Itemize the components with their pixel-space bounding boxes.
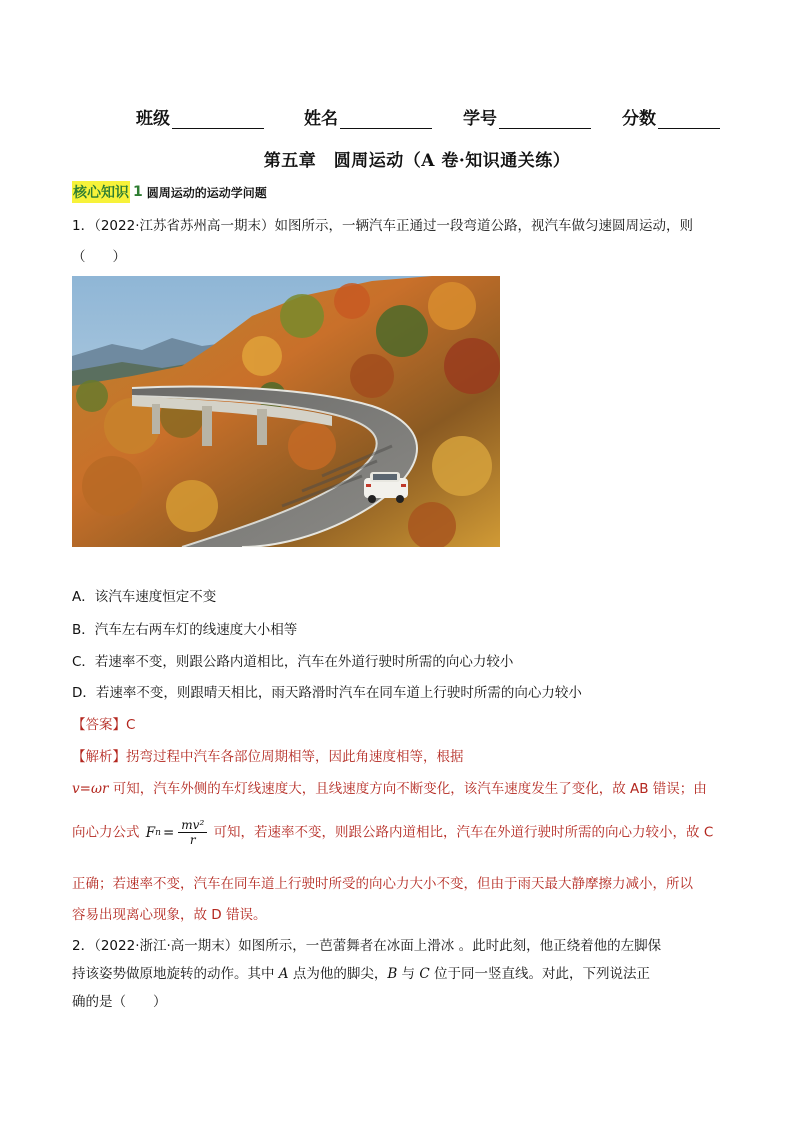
analysis-text-2: 可知，汽车外侧的车灯线速度大，且线速度方向不断变化，该汽车速度发生了变化，故 AB 错误；由 (108, 781, 707, 797)
class-blank[interactable] (172, 109, 264, 129)
knowledge-tag-label: 核心知识 (72, 181, 130, 203)
knowledge-tag-title: 圆周运动的运动学问题 (146, 185, 267, 200)
q2-point-b: B (387, 966, 398, 982)
knowledge-tag-number: 1 (133, 184, 143, 200)
q1-option-a: A．该汽车速度恒定不变 (72, 589, 217, 605)
q1-stem-line2: （ ） (72, 249, 126, 265)
name-field[interactable] (304, 104, 432, 129)
id-field[interactable] (463, 104, 591, 129)
q2-point-a: A (278, 966, 289, 982)
analysis-text-3-post: 可知，若速率不变，则跟公路内道相比，汽车在外道行驶时所需的向心力较小，故 C (213, 824, 714, 841)
q2-stem-line1: 2．（2022·浙江·高一期末）如图所示，一芭蕾舞者在冰面上滑冰 。此时此刻，他正绕着他的左脚保 (72, 938, 662, 954)
q1-analysis-line4: 正确；若速率不变，汽车在同车道上行驶时所受的向心力大小不变，但由于雨天最大静摩擦力减小，所以 (72, 876, 693, 892)
road-curve-photo (72, 276, 500, 547)
analysis-formula-vwr: v=ωr (72, 781, 109, 797)
score-label: 分数 (622, 109, 656, 129)
formula-denominator: r (189, 833, 196, 847)
centripetal-force-formula (146, 818, 207, 847)
q2-stem-line3: 确的是（ ） (72, 994, 167, 1010)
q2-text-mid1: 点为他的脚尖， (288, 966, 388, 982)
formula-lhs: F (145, 824, 156, 841)
formula-numerator: mv² (178, 818, 207, 833)
knowledge-tag (72, 181, 267, 203)
q1-analysis-line5: 容易出现离心现象，故 D 错误。 (72, 907, 267, 923)
q1-answer (72, 716, 724, 734)
q1-option-d: D．若速率不变，则跟晴天相比，雨天路滑时汽车在同车道上行驶时所需的向心力较小 (72, 685, 582, 701)
score-blank[interactable] (658, 109, 720, 129)
q2-stem-line2 (72, 965, 724, 983)
name-blank[interactable] (340, 109, 432, 129)
id-label: 学号 (463, 109, 497, 129)
q1-analysis-line2 (72, 780, 724, 798)
student-info-row (0, 104, 794, 130)
q2-text-pre: 持该姿势做原地旋转的动作。其中 (72, 966, 279, 982)
score-field[interactable] (622, 104, 720, 129)
analysis-mark: 【解析】 (72, 749, 126, 765)
formula-fraction (178, 818, 207, 847)
q1-stem-line1: 1．（2022·江苏省苏州高一期末）如图所示，一辆汽车正通过一段弯道公路，视汽车做匀速圆周运动，则 (72, 218, 693, 234)
q1-option-b: B．汽车左右两车灯的线速度大小相等 (72, 622, 298, 638)
formula-equals: = (162, 824, 175, 841)
class-field[interactable] (136, 104, 264, 129)
q2-text-mid2: 与 (397, 966, 420, 982)
analysis-text-3-pre: 向心力公式 (72, 824, 140, 841)
q2-point-c: C (419, 966, 430, 982)
formula-sub: n (155, 827, 161, 838)
answer-value: C (126, 717, 136, 733)
chapter-title: 第五章 圆周运动（A 卷·知识通关练） (263, 151, 571, 171)
q2-text-post: 位于同一竖直线。对此，下列说法正 (429, 966, 650, 982)
q1-option-c: C．若速率不变，则跟公路内道相比，汽车在外道行驶时所需的向心力较小 (72, 654, 514, 670)
road-curve-photo-icon (72, 276, 500, 547)
name-label: 姓名 (304, 109, 338, 129)
id-blank[interactable] (499, 109, 591, 129)
answer-mark: 【答案】 (72, 717, 126, 733)
class-label: 班级 (136, 109, 170, 129)
q1-analysis-line3 (72, 818, 724, 847)
q1-analysis-line1 (72, 748, 724, 766)
analysis-text-1: 拐弯过程中汽车各部位周期相等，因此角速度相等，根据 (126, 749, 464, 765)
